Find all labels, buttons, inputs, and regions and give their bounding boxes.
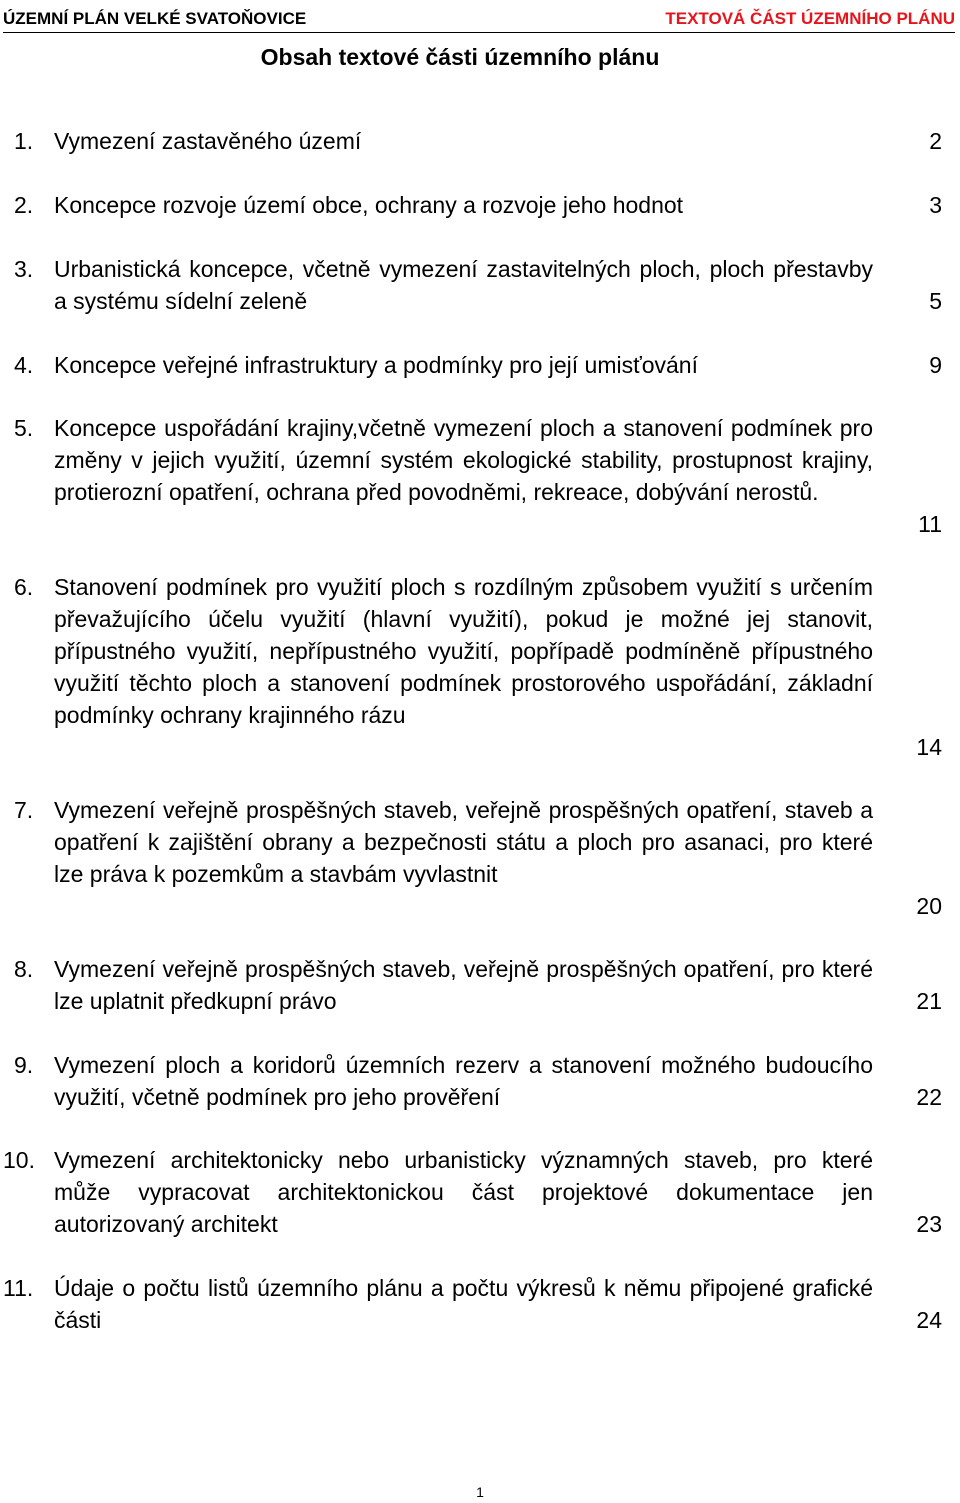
- toc-item-title: Vymezení zastavěného území: [54, 128, 362, 154]
- page-number: 1: [476, 1484, 484, 1500]
- header-section-name: TEXTOVÁ ČÁST ÚZEMNÍHO PLÁNU: [665, 9, 955, 28]
- toc-item-number: 6.: [14, 574, 34, 600]
- toc-item-title: Údaje o počtu listů územního plánu a počtu výkresů k němu připojené grafické části: [54, 1275, 873, 1333]
- page-title: Obsah textové části územního plánu: [260, 44, 660, 70]
- toc-item-title: Koncepce uspořádání krajiny,včetně vymezení ploch a stanovení podmínek pro změny v jejich využití, územní systém ekologické stability, prostupnost krajiny, protierozní opatření, ochrana před povodněmi, rekreace, dobývání nerostů.: [54, 415, 873, 505]
- toc-item-title: Vymezení veřejně prospěšných staveb, veřejně prospěšných opatření, staveb a opatření k zajištění obrany a bezpečnosti státu a ploch pro asanaci, pro které lze práva k pozemkům a stavbám vyvlastnit: [54, 797, 873, 887]
- toc-item-page: 22: [916, 1084, 942, 1110]
- toc-item-number: 2.: [14, 192, 34, 218]
- toc-item-number: 11.: [3, 1275, 34, 1301]
- toc-item-number: 7.: [14, 797, 34, 823]
- toc-item-number: 5.: [14, 415, 34, 441]
- toc-item-number: 8.: [14, 956, 34, 982]
- toc-item-title: Vymezení architektonicky nebo urbanisticky významných staveb, pro které může vypracovat architektonickou část projektové dokumentace jen autorizovaný architekt: [54, 1147, 873, 1237]
- toc-item-page: 2: [929, 128, 942, 154]
- toc-item-page: 20: [916, 893, 942, 919]
- toc-item-number: 3.: [14, 256, 34, 282]
- toc-item-title: Koncepce rozvoje území obce, ochrany a rozvoje jeho hodnot: [54, 192, 684, 218]
- toc-item-page: 9: [929, 352, 942, 378]
- toc-item-title: Koncepce veřejné infrastruktury a podmínky pro její umisťování: [54, 352, 698, 378]
- toc-item-page: 5: [929, 288, 942, 314]
- toc-item-page: 14: [916, 734, 942, 760]
- toc-item-title: Vymezení veřejně prospěšných staveb, veřejně prospěšných opatření, pro které lze uplatnit předkupní právo: [54, 956, 873, 1014]
- toc-item-number: 1.: [14, 128, 34, 154]
- toc-item-page: 11: [918, 511, 942, 537]
- toc-item-page: 23: [916, 1211, 942, 1237]
- header-document-name: ÚZEMNÍ PLÁN VELKÉ SVATOŇOVICE: [3, 9, 307, 28]
- page-header: [3, 8, 955, 33]
- toc-item-title: Vymezení ploch a koridorů územních rezerv a stanovení možného budoucího využití, včetně podmínek pro jeho prověření: [54, 1052, 873, 1110]
- toc-item-page: 24: [916, 1307, 942, 1333]
- toc-item-page: 3: [929, 192, 942, 218]
- toc-item-number: 10.: [3, 1147, 35, 1173]
- toc-item-page: 21: [916, 988, 942, 1014]
- toc-item-number: 9.: [14, 1052, 34, 1078]
- toc-item-title: Stanovení podmínek pro využití ploch s rozdílným způsobem využití s určením převažujícího účelu využití (hlavní využití), pokud je možné jej stanovit, přípustného využití, nepřípustného využití, popřípadě podmíněně přípustného využití těchto ploch a stanovení podmínek prostorového uspořádání, základní podmínky ochrany krajinného rázu: [54, 574, 873, 728]
- toc-item-number: 4.: [14, 352, 34, 378]
- toc-item-title: Urbanistická koncepce, včetně vymezení zastavitelných ploch, ploch přestavby a systému sídelní zeleně: [54, 256, 873, 314]
